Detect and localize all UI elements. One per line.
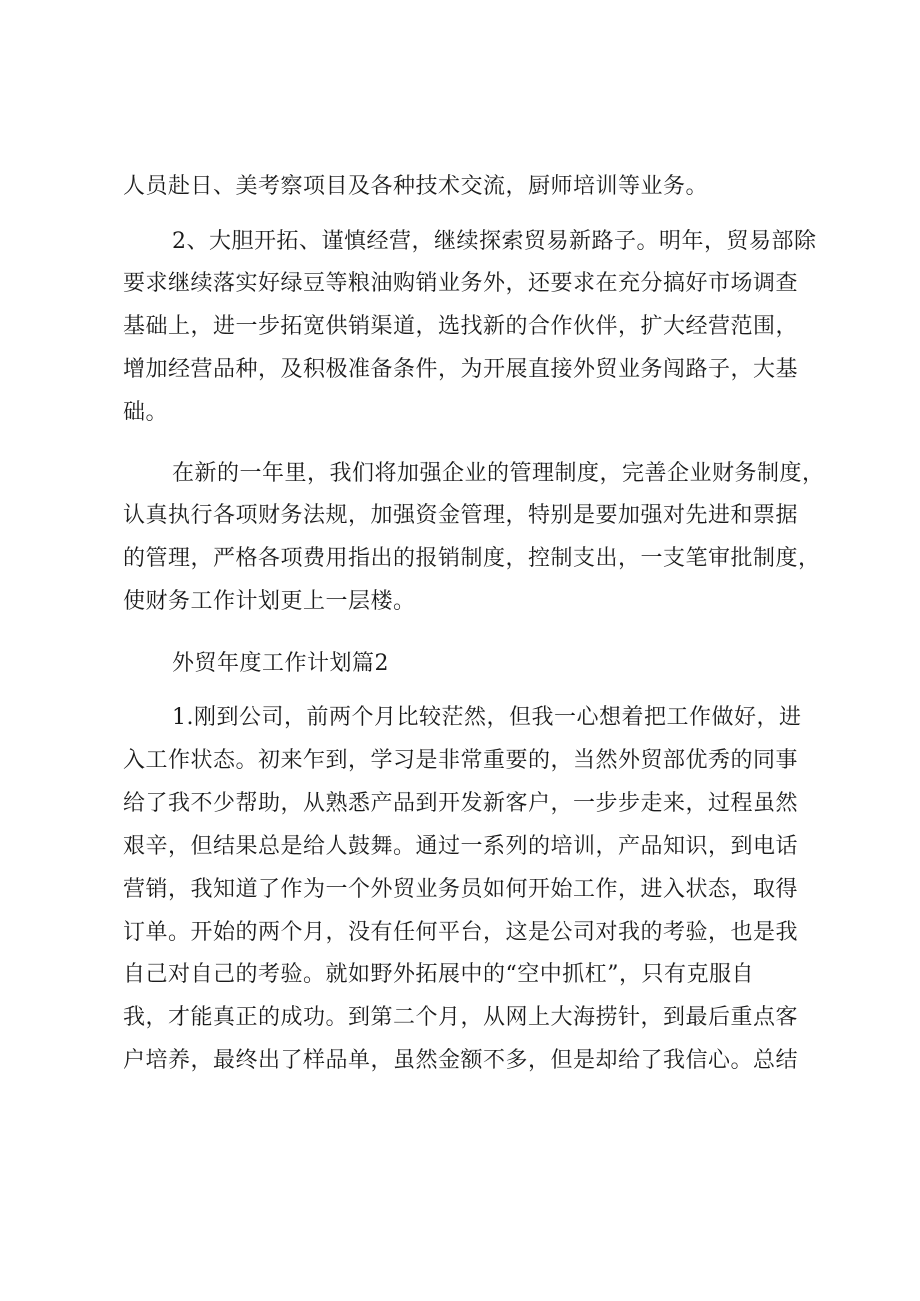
paragraph-line: 入工作状态。初来乍到，学习是非常重要的，当然外贸部优秀的同事 (123, 748, 799, 773)
paragraph-line: 基础上，进一步拓宽供销渠道，选找新的合作伙伴，扩大经营范围， (123, 314, 799, 339)
paragraph-line: 我，才能真正的成功。到第二个月，从网上大海捞针，到最后重点客 (123, 1005, 799, 1030)
paragraph-line: 在新的一年里，我们将加强企业的管理制度，完善企业财务制度， (172, 461, 825, 486)
paragraph-line: 础。 (123, 400, 169, 425)
paragraph-line: 营销，我知道了作为一个外贸业务员如何开始工作，进入状态，取得 (123, 877, 799, 902)
section-heading: 外贸年度工作计划篇2 (172, 651, 389, 676)
paragraph-line: 增加经营品种，及积极准备条件，为开展直接外贸业务闯路子，大基 (123, 357, 799, 382)
paragraph-line: 自己对自己的考验。就如野外拓展中的“空中抓杠”，只有克服自 (123, 962, 754, 987)
paragraph-line: 的管理，严格各项费用指出的报销制度，控制支出，一支笔审批制度， (123, 546, 821, 571)
paragraph-line: 给了我不少帮助，从熟悉产品到开发新客户，一步步走来，过程虽然 (123, 791, 799, 816)
paragraph-line: 艰辛，但结果总是给人鼓舞。通过一系列的培训，产品知识，到电话 (123, 834, 799, 859)
paragraph-line: 认真执行各项财务法规，加强资金管理，特别是要加强对先进和票据 (123, 503, 799, 528)
paragraph-line: 户培养，最终出了样品单，虽然金额不多，但是却给了我信心。总结 (123, 1048, 799, 1073)
paragraph-line: 使财务工作计划更上一层楼。 (123, 589, 416, 614)
paragraph-line: 要求继续落实好绿豆等粮油购销业务外，还要求在充分搞好市场调查 (123, 271, 799, 296)
paragraph-line: 人员赴日、美考察项目及各种技术交流，厨师培训等业务。 (123, 174, 709, 199)
paragraph-line: 1.刚到公司，前两个月比较茫然，但我一心想着把工作做好，进 (172, 705, 802, 730)
paragraph-line: 2、大胆开拓、谨慎经营，继续探索贸易新路子。明年，贸易部除 (172, 229, 817, 254)
paragraph-line: 订单。开始的两个月，没有任何平台，这是公司对我的考验，也是我 (123, 920, 799, 945)
